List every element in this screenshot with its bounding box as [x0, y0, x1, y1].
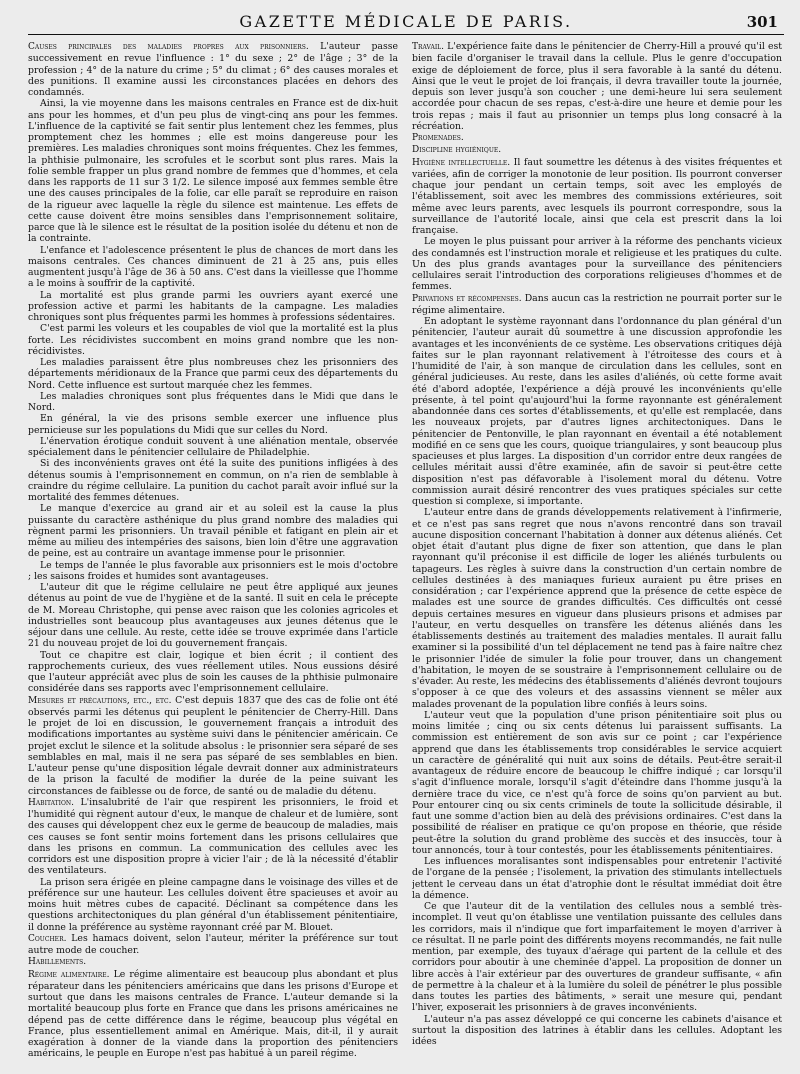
paragraph [412, 901, 782, 1014]
section-heading: Privations et récompenses. [412, 293, 522, 304]
paragraph [28, 650, 398, 695]
page-number: 301 [746, 13, 778, 31]
paragraph-text: L'insalubrité de l'air que respirent les prisonniers, le froid et l'humidité qui règnent autour d'eux, le manque de chaleur et de lumière, sont des causes qui développent chez eux le germe de beaucoup de maladies, mais ces causes se font sentir moins fortement dans les prisons cellulaires que dans les prisons en commun. La communication des cellules avec les corridors est une disposition propre à vicier l'air ; de là la nécessité d'établir des ventilateurs. [28, 796, 398, 877]
paragraph [28, 695, 398, 797]
paragraph-text: Ce que l'auteur dit de la ventilation des cellules nous a semblé très-incomplet. Il veut qu'on établisse une ventilation puissante des cellules dans les corridors, mais il n'indique que fort imparfaitement le moyen d'arriver à ce résultat. Il ne parle point des différents moyens recommandés, ne fait nulle mention, par exemple, des tuyaux d'aérage qui partent de la cellule et des corridors pour aboutir à une cheminée d'appel. La proposition de donner un libre accès à l'air extérieur par des ouvertures de grandeur suffisante, « afin de permettre à la chaleur et à la lumière du soleil de pénétrer le plus possible dans toutes les parties des bâtiments, » serait une mesure qui, pendant l'hiver, exposerait les prisonniers à de graves inconvénients. [412, 901, 782, 1014]
section-heading: Régime alimentaire. [28, 969, 110, 980]
paragraph [28, 357, 398, 391]
paragraph-text: C'est depuis 1837 que des cas de folie ont été observés parmi les détenus qui peuplent le pénitencier de Cherry-Hill. Dans le projet de loi en discussion, le gouvernement français a introduit des modifications importantes au système suivi dans le pénitencier américain. Ce projet exclut le silence et la solitude absolus : le prisonnier sera séparé de ses semblables en mal, mais il ne sera pas séparé de ses semblables en bien. L'auteur pense qu'une disposition légale devrait donner aux administrateurs de la prison la faculté de modifier la durée de la peine suivant les circonstances de faiblesse ou de force, de santé ou de maladie du détenu. [28, 694, 398, 797]
paragraph-text: Le temps de l'année le plus favorable aux prisonniers est le mois d'octobre ; les saisons froides et humides sont avantageuses. [28, 559, 398, 582]
paragraph-text: Le manque d'exercice au grand air et au soleil est la cause la plus puissante du caractère asthénique du plus grand nombre des maladies qui règnent parmi les prisonniers. Un travail pénible et fatigant en plein air et même au milieu des intempéries des saisons, bien loin d'être une aggravation de peine, est au contraire un avantage immense pour le prisonnier. [28, 503, 398, 560]
paragraph [28, 956, 398, 968]
paragraph-text: Ainsi, la vie moyenne dans les maisons centrales en France est de dix-huit ans pour les hommes, et d'un peu plus de vingt-cinq ans pour les femmes. L'influence de la captivité se fait sentir plus lentement chez les femmes, plus promptement chez les hommes ; elle est moins dangereuse pour les premières. Les maladies chroniques sont moins fréquentes. Chez les femmes, la phthisie pulmonaire, les scrofules et le scorbut sont plus rares. Mais la folie semble frapper un plus grand nombre de femmes que d'hommes, et cela dans les rapports de 11 sur 3 1/2. Le silence imposé aux femmes semble être une des causes principales de la folie, car elle paraît se reproduire en raison de la rigueur avec laquelle la règle du silence est maintenue. Les effets de cette cause doivent être moins sensibles dans l'emprisonnement solitaire, parce que là le silence est le résultat de la position isolée du détenu et non de la contrainte. [28, 98, 398, 245]
right-column [412, 41, 782, 1071]
paragraph [28, 933, 398, 957]
paragraph [28, 391, 398, 414]
paragraph [28, 413, 398, 436]
section-heading: Promenades. [412, 133, 464, 143]
paragraph [28, 41, 398, 98]
paragraph-text: Les hamacs doivent, selon l'auteur, mériter la préférence sur tout autre mode de coucher. [28, 932, 398, 956]
section-heading: Causes principales des maladies propres aux prisonniers. [28, 42, 309, 52]
paragraph-text: L'auteur n'a pas assez développé ce qui concerne les cabinets d'aisance et surtout la disposition des latrines à établir dans les cellules. Adoptant les idées [412, 1013, 782, 1047]
paragraph [412, 507, 782, 710]
paragraph [412, 41, 782, 132]
section-heading: Coucher. [28, 933, 67, 944]
paragraph-text: En adoptant le système rayonnant dans l'ordonnance du plan général d'un pénitencier, l'auteur aurait dû soumettre à une discussion approfondie les avantages et les inconvénients de ce système. Les observations critiques déjà faites sur le plan rayonnant relativement à l'étroitesse des cours et à l'humidité de l'air, à son manque de circulation dans les cellules, sont en général judicieuses. Au reste, dans les asiles d'aliénés, où cette forme avait été d'abord adoptée, l'expérience a déjà prouvé les inconvénients qu'elle présente, à tel point qu'aujourd'hui la forme rayonnante est généralement abandonnée dans ces sortes d'établissements, et qu'elle est remplacée, dans les nouveaux projets, par d'autres lignes architectoniques. Dans le pénitencier de Pentonville, le plan rayonnant en éventail a été notablement modifié en ce sens que les cours, quoique triangulaires, y sont beaucoup plus spacieuses et plus larges. La disposition d'un corridor entre deux rangées de cellules méritait aussi d'être examinée, afin de savoir si peut-être cette disposition n'est pas défavorable à l'isolement moral du détenu. Votre commission aurait désiré rencontrer des vues pratiques spéciales sur cette question si complexe, si importante. [412, 316, 782, 507]
paragraph [28, 436, 398, 459]
paragraph [412, 132, 782, 144]
paragraph-text: Les influences moralisantes sont indispensables pour entretenir l'activité de l'organe de la pensée ; l'isolement, la privation des stimulants intellectuels jettent le cerveau dans un état d'atrophie dont le résultat immédiat doit être la démence. [412, 856, 782, 901]
paragraph [412, 144, 782, 156]
paragraph [28, 969, 398, 1060]
paragraph-text: La prison sera érigée en pleine campagne dans le voisinage des villes et de préférence sur une hauteur. Les cellules doivent être spacieuses et avoir au moins huit mètres cubes de capacité. Déclinant sa compétence dans les questions architectoniques du plan général d'un établissement pénitentiaire, il donne la préférence au système rayonnant créé par M. Blouet. [28, 876, 398, 933]
paragraph-text: Dans aucun cas la restriction ne pourrait porter sur le régime alimentaire. [412, 292, 782, 316]
text-columns [28, 41, 784, 1071]
section-heading: Hygiène intellectuelle. [412, 157, 511, 168]
paragraph [28, 877, 398, 933]
paragraph [28, 245, 398, 290]
paragraph-text: L'auteur passe successivement en revue l'influence : 1° du sexe ; 2° de l'âge ; 3° de la profession ; 4° de la nature du crime ; 5° du climat ; 6° des causes morales et des punitions. Il examine aussi les circonstances placées en dehors des condamnés. [28, 41, 398, 98]
paragraph-text: Il faut soumettre les détenus à des visites fréquentes et variées, afin de corriger la monotonie de leur position. Ils pourront converser chaque jour pendant un certain temps, soit avec les employés de l'établissement, soit avec les membres des commissions extérieures, soit même avec leurs parents, avec lesquels ils pourront correspondre, sous la surveillance de l'autorité locale, ainsi que cela est prescrit dans la loi française. [412, 156, 782, 236]
paragraph-text: En général, la vie des prisons semble exercer une influence plus pernicieuse sur les populations du Midi que sur celles du Nord. [28, 413, 398, 436]
running-head [28, 10, 784, 35]
section-heading: Habillements. [28, 957, 87, 968]
section-heading: Mesures et précautions, etc., etc. [28, 695, 172, 706]
paragraph [412, 856, 782, 901]
paragraph [412, 1014, 782, 1048]
paragraph-text: L'auteur veut que la population d'une prison pénitentiaire soit plus ou moins limitée ; cinq ou six cents détenus lui paraissent suffisants. La commission est entièrement de son avis sur ce point ; car l'expérience apprend que dans les établissements trop considérables le service acquiert un caractère de généralité qui nuit aux soins de détails. Peut-être serait-il avantageux de réduire encore de beaucoup le chiffre indiqué ; car lorsqu'il s'agit d'influence morale, lorsqu'il s'agit d'éteindre dans l'homme jusqu'à la dernière trace du vice, ce n'est qu'à force de soins qu'on parvient au but. Pour entourer cinq ou six cents criminels de toute la sollicitude désirable, il faut une somme d'action bien au delà des prévisions ordinaires. C'est dans la possibilité de réaliser en pratique ce qu'on propose en théorie, que réside peut-être la solution du grand problème des succès et des insuccès, tour à tour annoncés, tour à tour contestés, pour les établissements pénitentiaires. [412, 709, 782, 856]
paragraph-text: Le moyen le plus puissant pour arriver à la réforme des penchants vicieux des condamnés est l'instruction morale et religieuse et les pratiques du culte. Un des plus grands avantages pour la surveillance des pénitenciers cellulaires serait l'introduction des corporations religieuses d'hommes et de femmes. [412, 236, 782, 293]
paragraph-text: Tout ce chapitre est clair, logique et bien écrit ; il contient des rapprochements curieux, des vues réellement utiles. Nous eussions désiré que l'auteur appréciât avec plus de soin les causes de la phthisie pulmonaire considérée dans ses rapports avec l'emprisonnement cellulaire. [28, 649, 398, 695]
paragraph-text: Si des inconvénients graves ont été la suite des punitions infligées à des détenus soumis à l'emprisonnement en commun, on n'a rien de semblable à craindre du régime cellulaire. La punition du cachot paraît avoir influé sur la mortalité des femmes détenues. [28, 458, 398, 503]
paragraph [412, 710, 782, 856]
paragraph [28, 582, 398, 650]
paragraph [412, 157, 782, 237]
paragraph-text: L'énervation érotique conduit souvent à une aliénation mentale, observée spécialement dans le pénitencier cellulaire de Philadelphie. [28, 435, 398, 458]
paragraph-text: L'enfance et l'adolescence présentent le plus de chances de mort dans les maisons centrales. Ces chances diminuent de 21 à 25 ans, puis elles augmentent jusqu'à l'âge de 36 à 50 ans. C'est dans la vieillesse que l'homme a le moins à souffrir de la captivité. [28, 244, 398, 290]
paragraph [28, 503, 398, 559]
paragraph-text: Le régime alimentaire est beaucoup plus abondant et plus réparateur dans les pénitenciers américains que dans les prisons d'Europe et surtout que dans les maisons centrales de France. L'auteur demande si la mortalité beaucoup plus forte en France que dans les prisons américaines ne dépend pas de cette différence dans le régime, beaucoup plus végétal en France, plus essentiellement animal en Amérique. Mais, dit-il, il y aurait exagération à donner de la viande dans la proportion des pénitenciers américains, le peuple en Europe n'est pas habitué à un pareil régime. [28, 968, 398, 1060]
paragraph [412, 236, 782, 292]
paragraph [28, 560, 398, 583]
paragraph-text: L'auteur dit que le régime cellulaire ne peut être appliqué aux jeunes détenus au point de vue de l'hygiène et de la santé. Il suit en cela le précepte de M. Moreau Christophe, qui pense avec raison que les colonies agricoles et industrielles sont beaucoup plus avantageuses aux jeunes détenus que le séjour dans une cellule. Au reste, cette idée se trouve exprimée dans l'article 21 du nouveau projet de loi du gouvernement français. [28, 582, 398, 650]
section-heading: Travail. [412, 42, 445, 52]
paragraph-text: Les maladies paraissent être plus nombreuses chez les prisonniers des départements méridionaux de la France que parmi ceux des départements du Nord. Cette influence est surtout marquée chez les femmes. [28, 357, 398, 391]
paragraph [28, 323, 398, 357]
paragraph-text: C'est parmi les voleurs et les coupables de viol que la mortalité est la plus forte. Les récidivistes succombent en moins grand nombre que les non-récidivistes. [28, 323, 398, 357]
section-heading: Discipline hygiénique. [412, 145, 502, 156]
paragraph [412, 293, 782, 317]
paragraph-text: L'expérience faite dans le pénitencier de Cherry-Hill a prouvé qu'il est bien facile d'organiser le travail dans la cellule. Plus le genre d'occupation exige de déploiement de force, plus il sera favorable à la santé du détenu. Ainsi que le veut le projet de loi français, il devra travailler toute la journée, depuis son lever jusqu'à son coucher ; une demi-heure lui sera seulement accordée pour chacun de ses repas, c'est-à-dire une heure et demie pour les trois repas ; mais il faut au prisonnier un temps plus long consacré à la récréation. [412, 41, 782, 132]
journal-title: GAZETTE MÉDICALE DE PARIS. [239, 12, 573, 31]
paragraph-text: La mortalité est plus grande parmi les ouvriers ayant exercé une profession active et parmi les habitants de la campagne. Les maladies chroniques sont plus fréquentes parmi les hommes à professions sédentaires. [28, 289, 398, 323]
paragraph [28, 98, 398, 244]
paragraph [412, 316, 782, 507]
paragraph-text: Les maladies chroniques sont plus fréquentes dans le Midi que dans le Nord. [28, 390, 398, 413]
left-column [28, 41, 398, 1071]
paragraph [28, 290, 398, 324]
paragraph [28, 797, 398, 877]
paragraph [28, 458, 398, 503]
paragraph-text: L'auteur entre dans de grands développements relativement à l'infirmerie, et ce n'est pas sans regret que nous n'avons rencontré dans son travail aucune disposition concernant l'habitation à donner aux détenus aliénés. Cet objet était d'autant plus digne de fixer son attention, que dans le plan rayonnant qu'il préconise il est difficile de loger les aliénés turbulents ou tapageurs. Les règles à suivre dans la construction d'un certain nombre de cellules destinées à des maniaques furieux auraient pu être prises en considération ; car l'expérience apprend que la présence de cette espèce de malades est une source de grandes difficultés. Ces difficultés ont cessé depuis certaines mesures en vigueur dans plusieurs prisons et admises par l'auteur, en vertu desquelles on transfère les détenus aliénés dans les établissements destinés au traitement des maladies mentales. Il aurait fallu examiner si la possibilité d'un tel déplacement ne tend pas à faire naître chez le prisonnier l'idée de simuler la folie pour trouver, dans un changement d'habitation, le moyen de se soustraire à l'emprisonnement cellulaire ou de s'évader. Au reste, les médecins des établissements d'aliénés devront toujours s'opposer à ce que des voleurs et des assassins viennent se mêler aux malades provenant de la population libre confiés à leurs soins. [412, 507, 782, 710]
section-heading: Habitation. [28, 797, 75, 808]
